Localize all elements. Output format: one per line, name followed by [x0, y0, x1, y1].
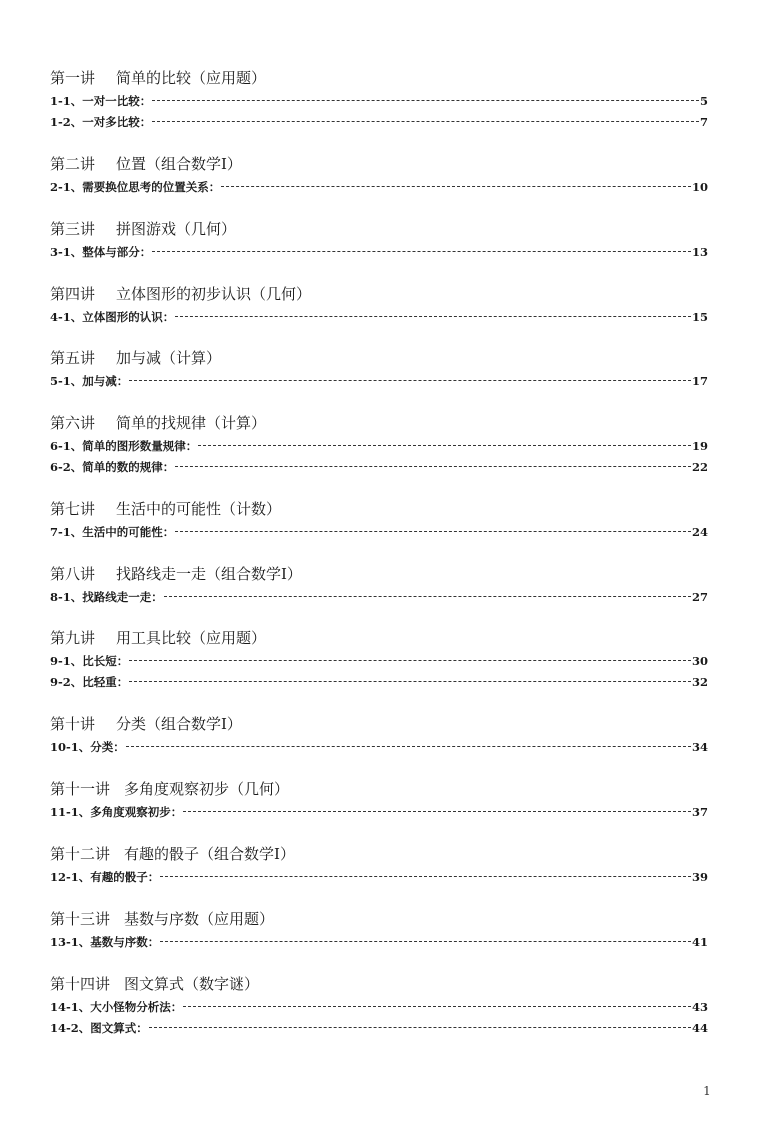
- toc-entry-label: 1-2、一对多比较：: [50, 115, 152, 129]
- toc-entry[interactable]: [50, 438, 708, 454]
- toc-entry-label: 6-1、简单的图形数量规律：: [50, 439, 198, 453]
- chapter-number: 第五讲: [50, 349, 96, 367]
- chapter-heading: [50, 844, 730, 864]
- toc-entry-page: 15: [691, 310, 708, 324]
- chapter-heading: [50, 154, 730, 174]
- chapter-heading: [50, 348, 730, 368]
- chapter-title: 用工具比较（应用题）: [116, 629, 267, 647]
- chapter-heading: [50, 974, 730, 994]
- chapter-title: 基数与序数（应用题）: [124, 910, 275, 928]
- chapter-title: 分类（组合数学Ⅰ）: [116, 715, 242, 733]
- chapter-title: 拼图游戏（几何）: [116, 220, 237, 238]
- chapter-heading: [50, 714, 730, 734]
- toc-entry-label: 4-1、立体图形的认识：: [50, 310, 175, 324]
- chapter-number: 第一讲: [50, 69, 96, 87]
- dotted-leader: [175, 315, 691, 317]
- toc-entry[interactable]: [50, 934, 708, 950]
- chapter-number: 第十一讲: [50, 780, 111, 798]
- toc-entry[interactable]: [50, 114, 708, 130]
- dotted-leader: [152, 120, 699, 122]
- toc-entry[interactable]: [50, 459, 708, 475]
- toc-entry-page: 5: [699, 94, 708, 108]
- chapter-title: 有趣的骰子（组合数学Ⅰ）: [124, 845, 295, 863]
- chapter-number: 第九讲: [50, 629, 96, 647]
- chapter-title: 图文算式（数字谜）: [124, 975, 260, 993]
- toc-entry-page: 37: [691, 805, 708, 819]
- chapter-heading: [50, 68, 730, 88]
- toc-entry[interactable]: [50, 653, 708, 669]
- dotted-leader: [175, 465, 691, 467]
- toc-entry-page: 43: [691, 1000, 708, 1014]
- toc-entry-page: 44: [691, 1021, 708, 1035]
- chapter-title: 立体图形的初步认识（几何）: [116, 285, 312, 303]
- toc-entry-page: 22: [691, 460, 708, 474]
- chapter-title: 位置（组合数学Ⅰ）: [116, 155, 242, 173]
- toc-entry[interactable]: [50, 244, 708, 260]
- dotted-leader: [160, 940, 691, 942]
- chapter-number: 第三讲: [50, 220, 96, 238]
- chapter-title: 找路线走一走（组合数学Ⅰ）: [116, 565, 302, 583]
- toc-entry-page: 24: [691, 525, 708, 539]
- chapter-title: 生活中的可能性（计数）: [116, 500, 282, 518]
- toc-entry-page: 32: [691, 675, 708, 689]
- toc-entry-label: 8-1、找路线走一走：: [50, 590, 163, 604]
- toc-entry-label: 13-1、基数与序数：: [50, 935, 160, 949]
- chapter-heading: [50, 219, 730, 239]
- toc-entry-page: 13: [691, 245, 708, 259]
- dotted-leader: [183, 810, 691, 812]
- chapter-title: 加与减（计算）: [116, 349, 222, 367]
- toc-entry-page: 10: [691, 180, 708, 194]
- toc-entry[interactable]: [50, 999, 708, 1015]
- toc-entry-page: 27: [691, 590, 708, 604]
- toc-entry-page: 41: [691, 935, 708, 949]
- chapter-heading: [50, 628, 730, 648]
- chapter-number: 第十四讲: [50, 975, 111, 993]
- dotted-leader: [149, 1026, 691, 1028]
- toc-entry-label: 9-2、比轻重：: [50, 675, 129, 689]
- chapter-number: 第十讲: [50, 715, 96, 733]
- dotted-leader: [183, 1005, 691, 1007]
- toc-entry-page: 30: [691, 654, 708, 668]
- toc-entry-label: 9-1、比长短：: [50, 654, 129, 668]
- toc-entry-label: 2-1、需要换位思考的位置关系：: [50, 180, 221, 194]
- toc-entry-page: 39: [691, 870, 708, 884]
- dotted-leader: [152, 250, 691, 252]
- toc-entry-label: 14-2、图文算式：: [50, 1021, 148, 1035]
- dotted-leader: [175, 530, 691, 532]
- toc-entry[interactable]: [50, 804, 708, 820]
- chapter-title: 多角度观察初步（几何）: [124, 780, 290, 798]
- chapter-heading: [50, 284, 730, 304]
- chapter-heading: [50, 909, 730, 929]
- chapter-heading: [50, 499, 730, 519]
- chapter-heading: [50, 413, 730, 433]
- chapter-number: 第二讲: [50, 155, 96, 173]
- toc-entry[interactable]: [50, 869, 708, 885]
- toc-entry-label: 6-2、简单的数的规律：: [50, 460, 175, 474]
- toc-entry[interactable]: [50, 93, 708, 109]
- toc-entry[interactable]: [50, 373, 708, 389]
- toc-entry-label: 12-1、有趣的骰子：: [50, 870, 160, 884]
- toc-entry-page: 17: [691, 374, 708, 388]
- toc-entry[interactable]: [50, 309, 708, 325]
- toc-entry-label: 14-1、大小怪物分析法：: [50, 1000, 183, 1014]
- dotted-leader: [129, 680, 691, 682]
- dotted-leader: [126, 745, 691, 747]
- toc-entry-label: 10-1、分类：: [50, 740, 125, 754]
- chapter-number: 第七讲: [50, 500, 96, 518]
- toc-entry-page: 7: [699, 115, 708, 129]
- chapter-number: 第八讲: [50, 565, 96, 583]
- toc-entry-label: 11-1、多角度观察初步：: [50, 805, 183, 819]
- toc-entry-label: 3-1、整体与部分：: [50, 245, 152, 259]
- dotted-leader: [198, 444, 691, 446]
- dotted-leader: [152, 99, 699, 101]
- toc-entry[interactable]: [50, 739, 708, 755]
- toc-entry-page: 19: [691, 439, 708, 453]
- toc-entry-label: 5-1、加与减：: [50, 374, 129, 388]
- dotted-leader: [221, 185, 691, 187]
- toc-entry-page: 34: [691, 740, 708, 754]
- chapter-heading: [50, 779, 730, 799]
- dotted-leader: [129, 659, 691, 661]
- chapter-number: 第四讲: [50, 285, 96, 303]
- toc-entry[interactable]: [50, 179, 708, 195]
- chapter-heading: [50, 564, 730, 584]
- toc-entry[interactable]: [50, 674, 708, 690]
- toc-entry-label: 1-1、一对一比较：: [50, 94, 152, 108]
- toc-entry-label: 7-1、生活中的可能性：: [50, 525, 175, 539]
- toc-entry[interactable]: [50, 589, 708, 605]
- dotted-leader: [129, 379, 691, 381]
- toc-entry[interactable]: [50, 1020, 708, 1036]
- toc-entry[interactable]: [50, 524, 708, 540]
- chapter-title: 简单的比较（应用题）: [116, 69, 267, 87]
- chapter-number: 第十三讲: [50, 910, 111, 928]
- chapter-number: 第十二讲: [50, 845, 111, 863]
- chapter-number: 第六讲: [50, 414, 96, 432]
- page-number: 1: [703, 1084, 711, 1098]
- dotted-leader: [160, 875, 691, 877]
- dotted-leader: [164, 595, 691, 597]
- chapter-title: 简单的找规律（计算）: [116, 414, 267, 432]
